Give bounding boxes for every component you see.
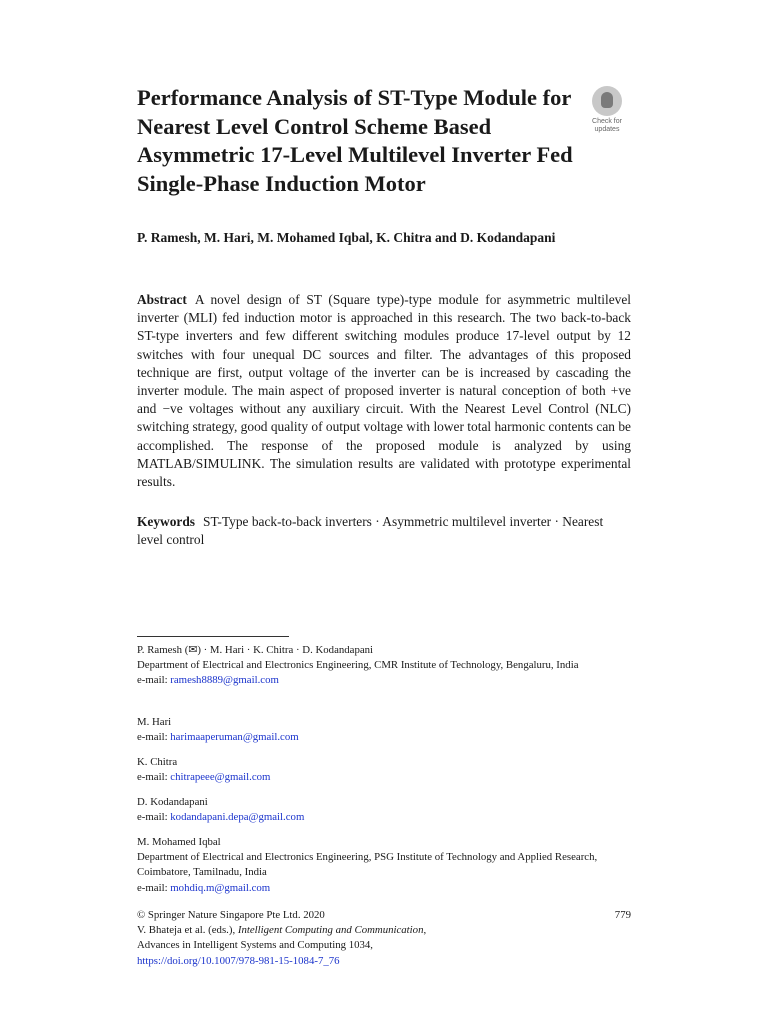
affiliation-email (137, 730, 631, 745)
email-label: e-mail: (137, 771, 171, 784)
check-for-updates-label: Check for updates (592, 118, 622, 133)
copyright-line: © Springer Nature Singapore Pte Ltd. 2020 (137, 909, 325, 921)
abstract-label: Abstract (137, 292, 187, 307)
affiliation-email (137, 673, 631, 688)
email-link[interactable]: mohdiq.m@gmail.com (170, 881, 271, 894)
check-for-updates-badge[interactable] (583, 86, 631, 136)
email-link[interactable]: harimaaperuman@gmail.com (170, 731, 299, 744)
affiliation-block (137, 795, 631, 825)
paper-title: Performance Analysis of ST-Type Module for Nearest Level Control Scheme Based Asymmetric 17-Level Multilevel Inverter Fed Single-Phase Induction Motor (137, 85, 573, 196)
publication-footer (137, 908, 631, 969)
email-label: e-mail: (137, 811, 171, 824)
affiliation-email (137, 770, 631, 785)
keywords-text: ST-Type back-to-back inverters · Asymmetric multilevel inverter · Nearest level control (137, 514, 604, 548)
series-line: Advances in Intelligent Systems and Computing 1034, (137, 939, 374, 952)
abstract-text: A novel design of ST (Square type)-type module for asymmetric multilevel inverter (MLI) fed induction motor is approached in this research. The two back-to-back ST-type inverters and few different switching modules produce 17-level output by 12 switches with four unequal DC sources and filter. The advantages of this proposed technique are first, output voltage of the inverter can be is increased by cascading the inverter module. The main aspect of proposed inverter is natural conception of both +ve and −ve voltages without any auxiliary circuit. With the Nearest Level Control (NLC) switching strategy, good quality of output voltage with lower total harmonic contents can be accomplished. The response of the proposed module is analyzed by using MATLAB/SIMULINK. The simulation results are validated with prototype experimental results. (137, 292, 631, 490)
affiliation-block (137, 835, 631, 896)
email-link[interactable]: ramesh8889@gmail.com (170, 674, 279, 687)
keywords (137, 513, 631, 549)
affiliation-email (137, 881, 631, 896)
affiliation-department: Department of Electrical and Electronics Engineering, CMR Institute of Technology, Bengaluru, India (137, 659, 579, 672)
affiliation-names: M. Hari (137, 716, 172, 728)
affiliation-department: Department of Electrical and Electronics Engineering, PSG Institute of Technology and Applied Research, Coimbatore, Tamilnadu, India (137, 851, 598, 879)
email-label: e-mail: (137, 731, 171, 744)
check-for-updates-icon (592, 86, 622, 116)
abstract (137, 291, 631, 491)
affiliation-names: M. Mohamed Iqbal (137, 836, 221, 848)
footnote-divider (137, 636, 289, 637)
email-label: e-mail: (137, 881, 171, 894)
affiliation-email (137, 810, 631, 825)
keywords-label: Keywords (137, 514, 196, 529)
email-link[interactable]: chitrapeee@gmail.com (170, 771, 271, 784)
affiliation-block (137, 755, 631, 785)
page-number: 779 (614, 909, 631, 921)
affiliation-names: K. Chitra (137, 756, 178, 768)
doi-link[interactable]: https://doi.org/10.1007/978-981-15-1084-7_76 (137, 954, 340, 967)
affiliation-names: D. Kodandapani (137, 796, 208, 808)
book-title: Intelligent Computing and Communication (237, 924, 424, 937)
affiliation-block (137, 643, 631, 689)
email-label: e-mail: (137, 674, 171, 687)
editors: V. Bhateja et al. (eds.), (137, 924, 238, 937)
email-link[interactable]: kodandapani.depa@gmail.com (170, 811, 305, 824)
affiliation-block (137, 715, 631, 745)
affiliation-names: P. Ramesh (✉) · M. Hari · K. Chitra · D. Kodandapani (137, 644, 374, 656)
author-list: P. Ramesh, M. Hari, M. Mohamed Iqbal, K. Chitra and D. Kodandapani (137, 230, 556, 245)
citation-line: V. Bhateja et al. (eds.), Intelligent Computing and Communication, (137, 924, 427, 937)
